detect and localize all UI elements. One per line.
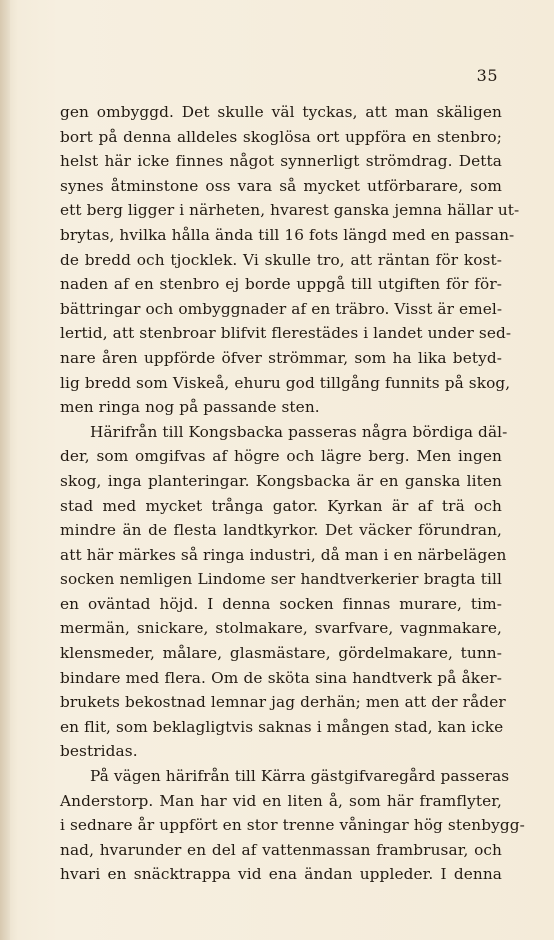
text-line: der, som omgifvas af högre och lägre berg. Men ingen bbox=[60, 447, 502, 466]
text-line: mindre än de flesta landtkyrkor. Det väcker förundran, bbox=[60, 521, 502, 540]
text-line: socken nemligen Lindome ser handtverkerier bragta till bbox=[60, 570, 502, 589]
text-line: På vägen härifrån till Kärra gästgifvaregård passeras bbox=[90, 767, 510, 786]
text-line: gen ombyggd. Det skulle väl tyckas, att man skäligen bbox=[60, 103, 502, 121]
page-gutter bbox=[0, 0, 10, 940]
text-line: bestridas. bbox=[60, 742, 138, 761]
page-number: 35 bbox=[476, 66, 498, 85]
text-line: lig bredd som Viskeå, ehuru god tillgång funnits på skog, bbox=[60, 373, 511, 392]
text-line: brytas, hvilka hålla ända till 16 fots längd med en passan- bbox=[60, 225, 515, 244]
text-line: de bredd och tjocklek. Vi skulle tro, att räntan för kost- bbox=[60, 250, 502, 269]
text-line: en oväntad höjd. I denna socken finnas murare, tim- bbox=[60, 594, 502, 613]
text-line: hvari en snäcktrappa vid ena ändan uppleder. I denna bbox=[60, 865, 502, 884]
text-line: ett berg ligger i närheten, hvarest ganska jemna hällar ut- bbox=[60, 201, 520, 220]
text-line: bort på denna alldeles skoglösa ort uppföra en stenbro; bbox=[60, 127, 502, 146]
text-line: bindare med flera. Om de sköta sina handtverk på åker- bbox=[60, 668, 502, 687]
text-line: nare åren uppförde öfver strömmar, som ha lika betyd- bbox=[60, 348, 502, 367]
text-line: brukets bekostnad lemnar jag derhän; men att der råder bbox=[60, 693, 506, 712]
text-line: skog, inga planteringar. Kongsbacka är en ganska liten bbox=[60, 471, 502, 490]
text-line: Anderstorp. Man har vid en liten å, som här framflyter, bbox=[60, 791, 502, 810]
body-text bbox=[60, 100, 525, 887]
text-line: naden af en stenbro ej borde uppgå till utgiften för för- bbox=[60, 275, 502, 294]
text-line: lertid, att stenbroar blifvit flerestädes i landet under sed- bbox=[60, 324, 512, 343]
text-line: att här märkes så ringa industri, då man i en närbelägen bbox=[60, 545, 507, 564]
text-line: i sednare år uppfört en stor trenne våningar hög stenbygg- bbox=[60, 816, 525, 835]
text-line: en flit, som beklagligtvis saknas i mången stad, kan icke bbox=[60, 717, 504, 736]
text-line: mermän, snickare, stolmakare, svarfvare, vagnmakare, bbox=[60, 619, 502, 638]
text-line: men ringa nog på passande sten. bbox=[60, 398, 320, 417]
text-line: klensmeder, målare, glasmästare, gördelmakare, tunn- bbox=[60, 644, 502, 663]
text-line: nad, hvarunder en del af vattenmassan frambrusar, och bbox=[60, 840, 502, 859]
text-line: synes åtminstone oss vara så mycket utförbarare, som bbox=[60, 176, 502, 195]
text-line: Härifrån till Kongsbacka passeras några bördiga däl- bbox=[90, 422, 508, 441]
text-line: helst här icke finnes något synnerligt strömdrag. Detta bbox=[60, 152, 502, 171]
text-line: stad med mycket trånga gator. Kyrkan är af trä och bbox=[60, 496, 502, 515]
text-line: bättringar och ombyggnader af en träbro. Visst är emel- bbox=[60, 299, 503, 318]
